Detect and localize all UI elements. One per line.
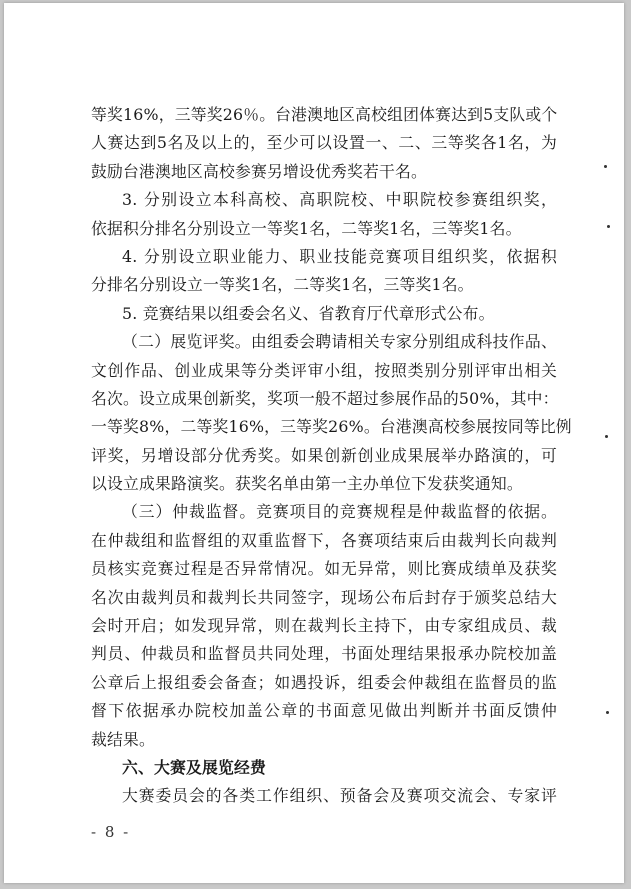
text-line: 文创作品、创业成果等分类评审小组，按照类别分别评审出相关 — [91, 360, 557, 380]
scan-speck — [607, 225, 610, 228]
text-line: 督下依据承办院校加盖公章的书面意见做出判断并书面反馈仲 — [91, 701, 557, 721]
document-body — [91, 101, 572, 811]
section-heading: 六、大赛及展览经费 — [122, 757, 266, 777]
text-line: 4. 分别设立职业能力、职业技能竞赛项目组织奖，依据积 — [122, 246, 557, 266]
text-line: 判员、仲裁员和监督员共同处理，书面处理结果报承办院校加盖 — [91, 644, 557, 664]
text-line: 名次。设立成果创新奖，奖项一般不超过参展作品的50%，其中： — [91, 388, 559, 408]
text-line: 公章后上报组委会备查；如遇投诉，组委会仲裁组在监督员的监 — [91, 672, 557, 692]
text-line: 评奖，另增设部分优秀奖。如果创新创业成果展举办路演的，可 — [91, 445, 557, 465]
scan-speck — [606, 711, 609, 714]
text-line: 等奖16%，三等奖26％。台港澳地区高校组团体赛达到5支队或个 — [91, 105, 558, 124]
document-page — [4, 3, 624, 883]
text-line: （三）仲裁监督。竞赛项目的竞赛规程是仲裁监督的依据。 — [122, 502, 557, 522]
text-line: 大赛委员会的各类工作组织、预备会及赛项交流会、专家评 — [122, 786, 557, 806]
text-line: 员核实竞赛过程是否异常情况。如无异常，则比赛成绩单及获奖 — [91, 559, 557, 579]
text-line: 以设立成果路演奖。获奖名单由第一主办单位下发获奖通知。 — [91, 474, 523, 494]
text-line: 依据积分排名分别设立一等奖1名，二等奖1名，三等奖1名。 — [91, 218, 522, 238]
text-line: （二）展览评奖。由组委会聘请相关专家分别组成科技作品、 — [122, 332, 557, 352]
text-line: 裁结果。 — [91, 729, 155, 749]
text-line: 在仲裁组和监督组的双重监督下，各赛项结束后由裁判长向裁判 — [91, 530, 557, 550]
text-line: 鼓励台港澳地区高校参赛另增设优秀奖若干名。 — [91, 161, 427, 181]
text-line: 名次由裁判员和裁判长共同签字，现场公布后封存于颁奖总结大 — [91, 587, 557, 607]
scan-speck — [605, 435, 608, 438]
text-line: 分排名分别设立一等奖1名，二等奖1名，三等奖1名。 — [91, 275, 474, 295]
page-number: - 8 - — [91, 823, 131, 841]
text-line: 5. 竞赛结果以组委会名义、省教育厅代章形式公布。 — [122, 303, 495, 323]
text-line: 一等奖8%，二等奖16%，三等奖26%。台港澳高校参展按同等比例 — [91, 417, 572, 437]
text-line: 会时开启；如发现异常，则在裁判长主持下，由专家组成员、裁 — [91, 616, 557, 636]
scan-speck — [604, 165, 607, 168]
text-line: 3. 分别设立本科高校、高职院校、中职院校参赛组织奖， — [122, 190, 557, 210]
text-line: 人赛达到5名及以上的，至少可以设置一、二、三等奖各1名，为 — [91, 133, 557, 153]
